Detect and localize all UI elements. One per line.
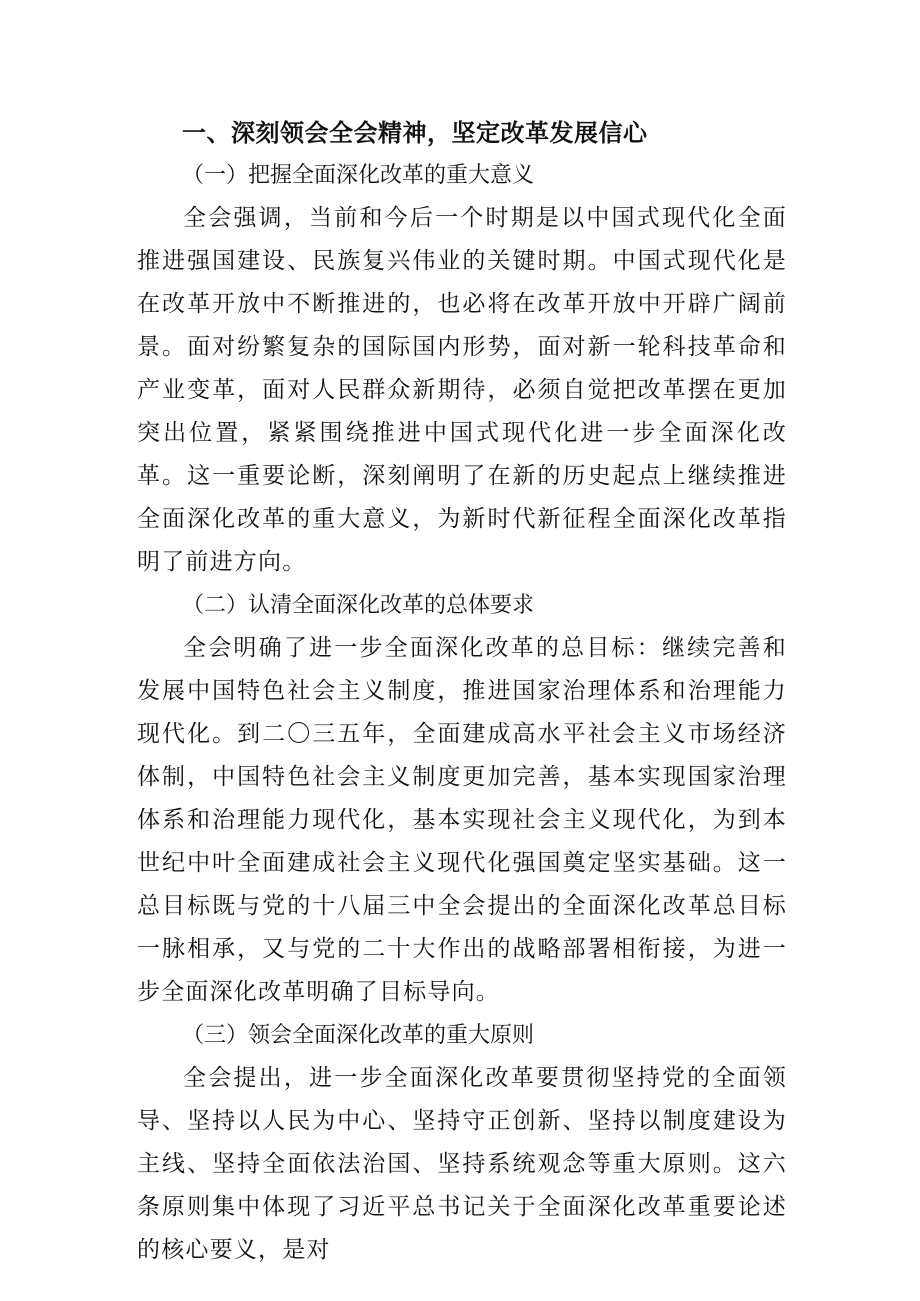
document-body (137, 116, 787, 1272)
section-title: 一、深刻领会全会精神，坚定改革发展信心 (182, 119, 648, 147)
subsection-heading-1: （一）把握全面深化改革的重大意义 (182, 163, 535, 188)
subsection-heading-3: （三）领会全面深化改革的重大原则 (182, 1023, 535, 1048)
subsection-paragraph-1: 全会强调，当前和今后一个时期是以中国式现代化全面推进强国建设、民族复兴伟业的关键时期。中国式现代化是在改革开放中不断推进的，也必将在改革开放中开辟广阔前景。面对纷繁复杂的国际国内形势，面对新一轮科技革命和产业变革，面对人民群众新期待，必须自觉把改革摆在更加突出位置，紧紧围绕推进中国式现代化进一步全面深化改革。这一重要论断，深刻阐明了在新的历史起点上继续推进全面深化改革的重大意义，为新时代新征程全面深化改革指明了前进方向。 (137, 205, 787, 575)
subsection-heading-2: （二）认清全面深化改革的总体要求 (182, 593, 535, 618)
subsection-paragraph-2: 全会明确了进一步全面深化改革的总目标：继续完善和发展中国特色社会主义制度，推进国家治理体系和治理能力现代化。到二〇三五年，全面建成高水平社会主义市场经济体制，中国特色社会主义制度更加完善，基本实现国家治理体系和治理能力现代化，基本实现社会主义现代化，为到本世纪中叶全面建成社会主义现代化强国奠定坚实基础。这一总目标既与党的十八届三中全会提出的全面深化改革总目标一脉相承，又与党的二十大作出的战略部署相衔接，为进一步全面深化改革明确了目标导向。 (137, 635, 787, 1005)
subsection-paragraph-3: 全会提出，进一步全面深化改革要贯彻坚持党的全面领导、坚持以人民为中心、坚持守正创新、坚持以制度建设为主线、坚持全面依法治国、坚持系统观念等重大原则。这六条原则集中体现了习近平总书记关于全面深化改革重要论述的核心要义，是对 (137, 1065, 787, 1263)
